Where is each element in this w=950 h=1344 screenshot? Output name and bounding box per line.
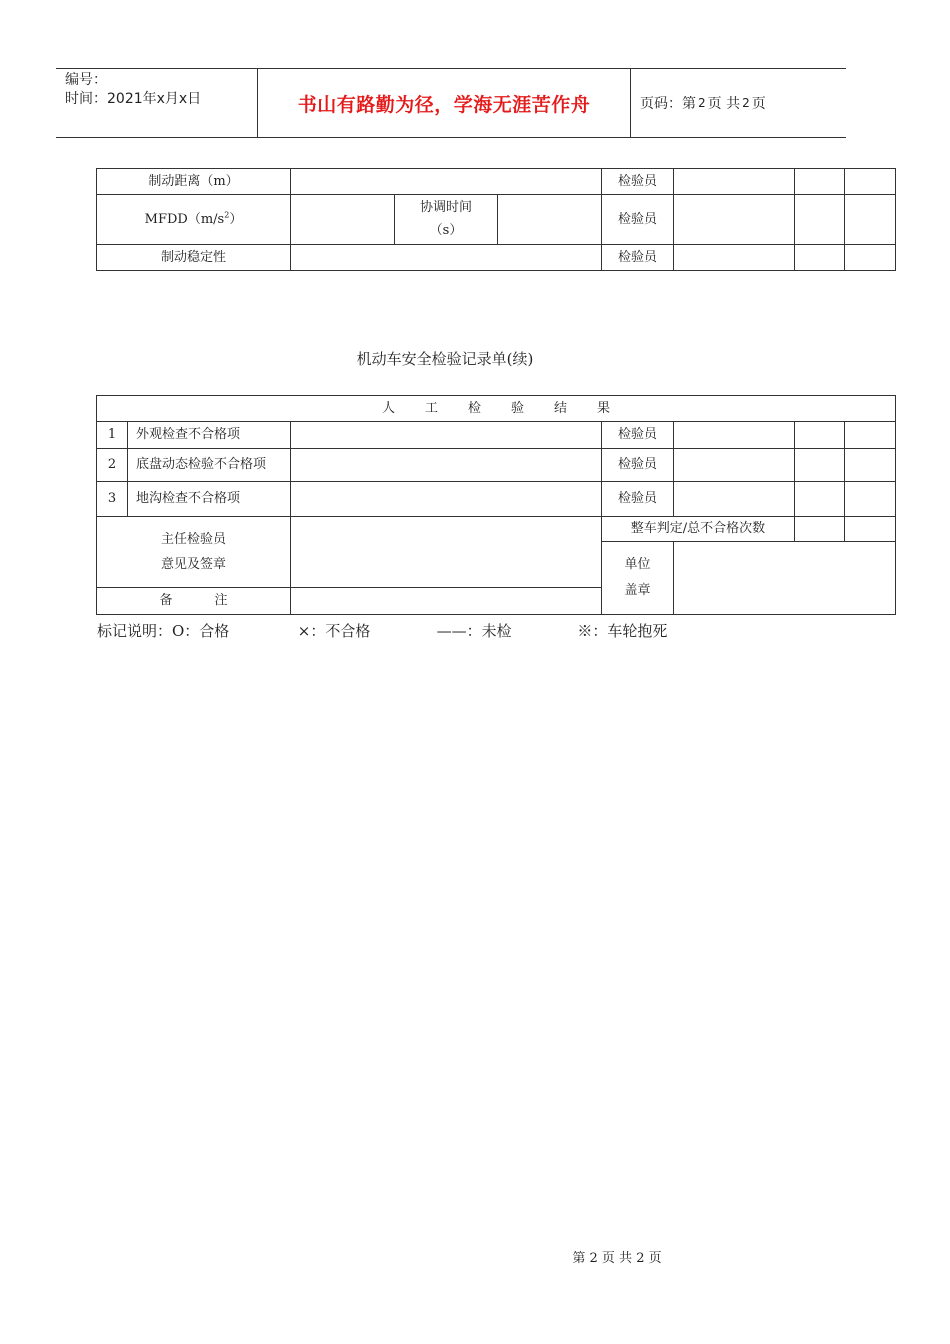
unit-seal-value	[674, 542, 896, 615]
page-footer: 第 2 页 共 2 页	[572, 1251, 662, 1266]
page-prefix: 页码：第	[640, 96, 696, 112]
section-header-text: 人工检验结果	[382, 400, 641, 416]
inspector-label: 检验员	[602, 195, 674, 245]
brake-distance-value	[291, 169, 602, 195]
date-label: 时间：2021年x月x日	[65, 91, 202, 107]
inspector-label: 检验员	[602, 245, 674, 271]
cell-blank	[845, 169, 896, 195]
row-value	[291, 449, 602, 482]
row-value	[291, 422, 602, 449]
unit-line2: 盖章	[624, 583, 651, 598]
brake-stability-label: 制动稳定性	[97, 245, 291, 271]
inspector-label: 检验员	[602, 449, 674, 482]
inspector-label: 检验员	[602, 422, 674, 449]
legend-untested: ——：未检	[436, 622, 512, 640]
page-total: 2	[742, 96, 750, 110]
row-item: 底盘动态检验不合格项	[128, 449, 291, 482]
header-motto: 书山有路勤为径，学海无涯苦作舟	[257, 69, 631, 137]
number-label: 编号：	[65, 72, 107, 88]
mfdd-text: MFDD（m/s	[144, 211, 225, 227]
coord-time-line1: 协调时间	[419, 200, 472, 215]
cell-blank	[845, 195, 896, 245]
verdict-count	[845, 517, 896, 542]
page-header	[56, 68, 846, 138]
cell-blank	[845, 245, 896, 271]
table-row	[97, 482, 896, 517]
inspector-label: 检验员	[602, 482, 674, 517]
inspector-value	[674, 449, 795, 482]
legend	[97, 620, 667, 641]
cell-blank	[795, 195, 845, 245]
cell-blank	[795, 422, 845, 449]
row-item: 地沟检查不合格项	[128, 482, 291, 517]
remark-text: 备注	[159, 593, 270, 608]
unit-line1: 单位	[624, 557, 651, 572]
brake-distance-label: 制动距离（m）	[97, 169, 291, 195]
row-number: 3	[97, 482, 128, 517]
cell-blank	[795, 169, 845, 195]
row-number: 1	[97, 422, 128, 449]
table-row	[97, 422, 896, 449]
section-header	[97, 396, 896, 422]
chief-line2: 意见及签章	[160, 556, 226, 572]
cell-blank	[795, 245, 845, 271]
inspector-value	[674, 422, 795, 449]
verdict-label: 整车判定/总不合格次数	[602, 517, 795, 542]
inspector-value	[674, 482, 795, 517]
row-value	[291, 482, 602, 517]
cell-blank	[795, 449, 845, 482]
brake-table	[96, 168, 896, 271]
record-title: 机动车安全检验记录单(续)	[356, 350, 534, 368]
header-page-info	[631, 69, 846, 137]
cell-blank	[845, 449, 896, 482]
coord-time-label	[395, 195, 498, 245]
legend-pass: 标记说明：O：合格	[97, 622, 230, 640]
remark-value	[291, 588, 602, 615]
chief-inspector-label	[97, 517, 291, 588]
legend-fail: ×：不合格	[297, 622, 371, 640]
header-meta	[56, 69, 257, 137]
manual-inspection-table	[96, 395, 896, 615]
chief-line1: 主任检验员	[160, 531, 226, 547]
remark-label	[97, 588, 291, 615]
cell-blank	[795, 482, 845, 517]
page-current: 2	[698, 96, 706, 110]
cell-blank	[845, 482, 896, 517]
inspector-value	[674, 245, 795, 271]
mfdd-label	[97, 195, 291, 245]
verdict-value	[795, 517, 845, 542]
row-number: 2	[97, 449, 128, 482]
page-mid: 页 共	[707, 96, 741, 112]
brake-stability-value	[291, 245, 602, 271]
inspector-label: 检验员	[602, 169, 674, 195]
inspector-value	[674, 169, 795, 195]
page-suffix: 页	[751, 96, 766, 112]
coord-time-line2: （s）	[429, 223, 463, 238]
table-row	[97, 449, 896, 482]
cell-blank	[845, 422, 896, 449]
mfdd-exponent: 2	[224, 210, 230, 220]
inspector-value	[674, 195, 795, 245]
unit-seal-label	[602, 542, 674, 615]
legend-locked: ※：车轮抱死	[577, 622, 668, 640]
mfdd-value	[291, 195, 395, 245]
coord-time-value	[498, 195, 602, 245]
row-item: 外观检查不合格项	[128, 422, 291, 449]
chief-inspector-value	[291, 517, 602, 588]
mfdd-close: ）	[229, 211, 243, 227]
